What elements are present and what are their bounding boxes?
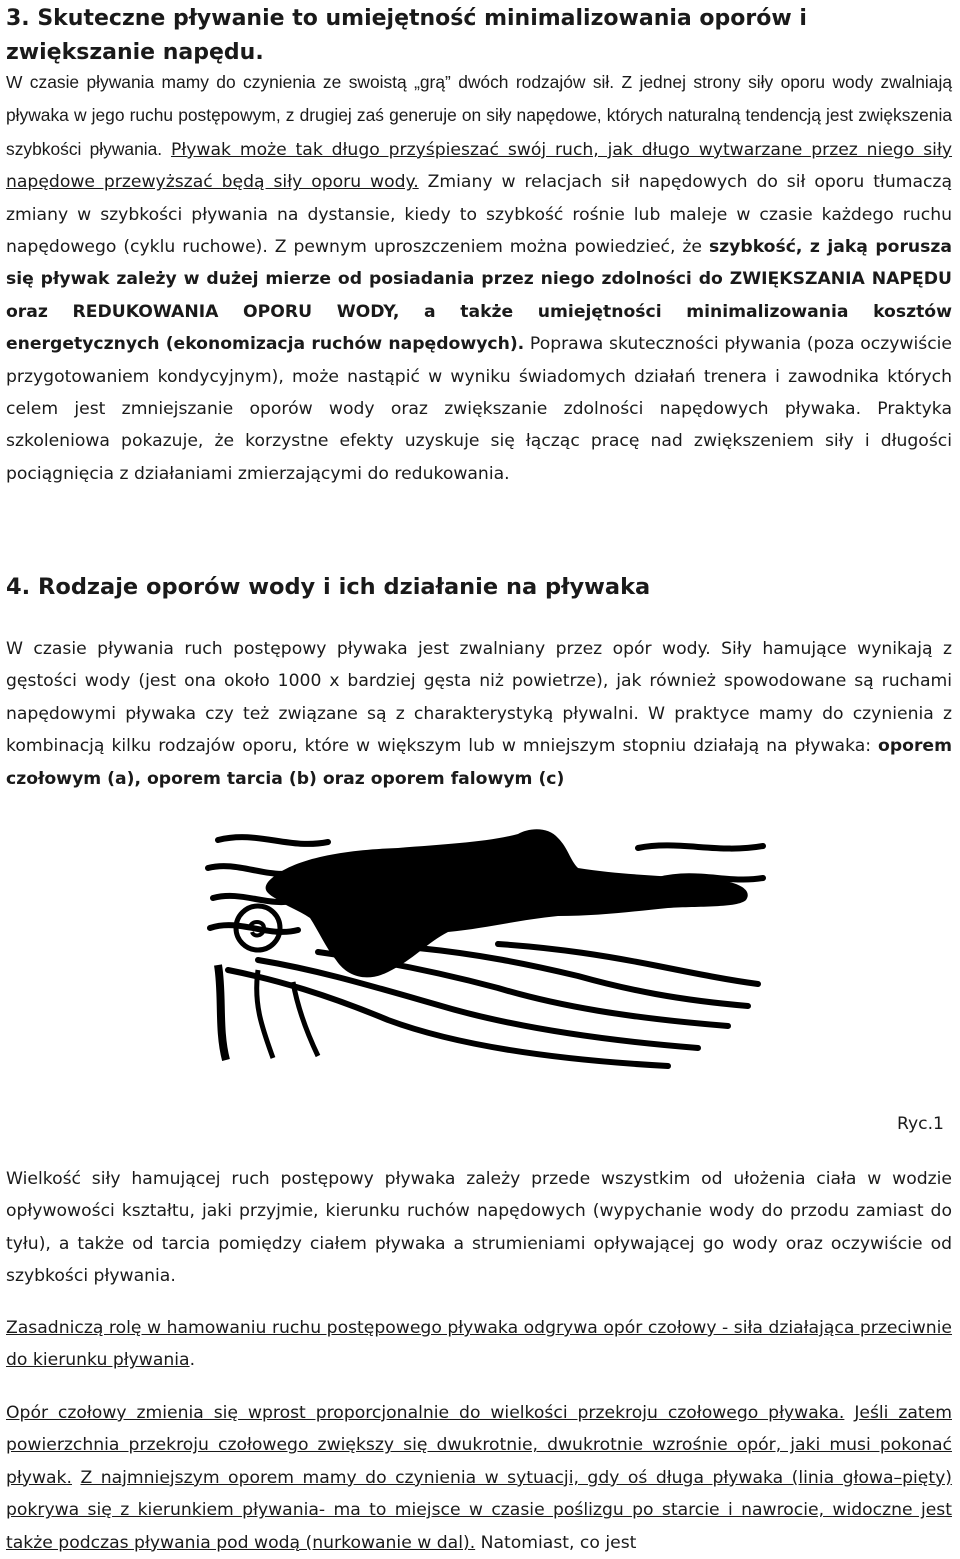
section-4-heading: 4. Rodzaje oporów wody i ich działanie na pływaka <box>6 574 651 600</box>
section-4-paragraph <box>6 633 952 795</box>
bold-key-statement: szybkość, z jaką porusza się pływak zależy w dużej mierze od posiadania przez niego zdolności do ZWIĘKSZANIA NAPĘDU oraz REDUKOWANIA OPORU WODY, a także umiejętności minimalizowania kosztów energetycznych (ekonomizacja ruchów napędowych). <box>6 237 952 355</box>
swimmer-drag-figure <box>198 820 768 1075</box>
section-3-heading: 3. Skuteczne pływanie to umiejętność minimalizowania oporów i zwiększanie napędu. <box>6 6 807 65</box>
paragraph-text-end: Poprawa skuteczności pływania (poza oczywiście przygotowaniem kondycyjnym), może nastąpić w wyniku świadomych działań trenera i zawodnika których celem jest zmniejszanie oporów wody oraz zwiększanie zdolności napędowych pływaka. Praktyka szkoleniowa pokazuje, że korzystne efekty uzyskuje się łącząc pracę nad zwiększeniem siły i długości pociągnięcia z działaniami zmierzającymi do redukowania. <box>6 334 953 484</box>
underlined-sentence-3: Z najmniejszym oporem mamy do czynienia w sytuacji, gdy oś długa pływaka (linia głowa–pięty) pokrywa się z kierunkiem pływania- ma to miejsce w czasie poślizgu po starcie i nawrocie, widoczne jest także podczas pływania pod wodą (nurkowanie w dal). <box>6 1467 952 1553</box>
paragraph-period: . <box>189 1350 196 1371</box>
paragraph-text: Zmiany w relacjach sił napędowych do sił oporu tłumaczą zmiany w szybkości pływania na dystansie, kiedy to szybkość rośnie lub maleje w czasie każdego ruchu napędowego (cyklu ruchowe). Z pewnym uproszczeniem można powiedzieć, że <box>6 172 952 258</box>
drag-factors-paragraph: Wielkość siły hamującej ruch postępowy pływaka zależy przede wszystkim od ułożenia ciała w wodzie opływowości kształtu, jaki przyjmie, kierunku ruchów napędowych (wypychanie wody do przodu zamiast do tyłu), a także od tarcia pomiędzy ciałem pływaka a strumieniami opływającej go wody oraz oczywiście od szybkości pływania. <box>6 1169 952 1287</box>
frontal-drag-details-paragraph <box>6 1397 952 1559</box>
underlined-sentence: Pływak może tak długo przyśpieszać swój ruch, jak długo wytwarzane przez niego siły napędowe przewyższać będą siły oporu wody. <box>6 139 953 193</box>
underlined-sentence-2: Jeśli zatem powierzchnia przekroju czołowego zwiększy się dwukrotnie, dwukrotnie wzrośnie opór, jaki musi pokonać pływak. <box>6 1403 952 1488</box>
underlined-sentence-1: Opór czołowy zmienia się wprost proporcjonalnie do wielkości przekroju czołowego pływaka. <box>6 1403 845 1423</box>
bold-resistance-types: oporem czołowym (a), oporem tarcia (b) oraz oporem falowym (c) <box>6 736 952 789</box>
paragraph-intro-text: W czasie pływania mamy do czynienia ze swoistą „grą” dwóch rodzajów sił. Z jednej strony siły oporu wody zwalniają pływaka w jego ruchu postępowym, z drugiej zaś generuje on siły napędowe, których naturalną tendencją jest zwiększenia szybkości pływania. <box>6 72 952 159</box>
figure-caption: Ryc.1 <box>896 1114 944 1134</box>
section-3-paragraph <box>6 66 952 490</box>
paragraph-text: W czasie pływania ruch postępowy pływaka jest zwalniany przez opór wody. Siły hamujące wynikają z gęstości wody (jest ona około 1000 x bardziej gęsta niż powietrze), jak również spowodowane są ruchami napędowymi pływaka czy też związane są z charakterystyką pływalni. W praktyce mamy do czynienia z kombinacją kilku rodzajów oporu, które w większym lub w mniejszym stopniu działają na pływaka: <box>6 639 952 757</box>
frontal-drag-paragraph <box>6 1312 952 1377</box>
paragraph-text-end: Natomiast, co jest <box>475 1532 637 1553</box>
underlined-frontal-drag-statement: Zasadniczą rolę w hamowaniu ruchu postępowego pływaka odgrywa opór czołowy - siła działająca przeciwnie do kierunku pływania <box>6 1318 952 1371</box>
